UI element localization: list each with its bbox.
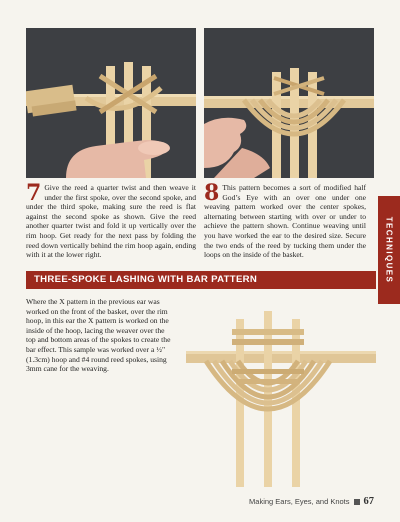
step-8-body: This pattern becomes a sort of modified half God’s Eye with an over one under one weaving pattern worked over the center spokes, alternating between starting with over or under to achieve the pattern shown. Continue weaving until you have worked the ear to the desired size. Secure the two ends of the reed by tucking them under the loops on the inside of the basket. bbox=[204, 183, 366, 260]
section-body-text: Where the X pattern in the previous ear was worked on the front of the basket, over the rim hoop, in this ear the X pattern is worked on the inside of the hoop, lacing the weaver over the top and bottom areas of the spokes to create the bar effect. This sample was worked over a ½" (1.3cm) hoop and #4 round reed spokes, using 3mm cane for the weaving. bbox=[26, 297, 171, 374]
step-7-body: Give the reed a quarter twist and then weave it under the first spoke, over the second spoke, and under the third spoke, making sure the reed is flat against the second spoke as shown. Give the reed another quarter twist and fold it up vertically over the rim hoop. Get ready for the next pass by folding the reed down vertically behind the rim hoop again, ending with it at the lower right. bbox=[26, 183, 196, 260]
step-7-photo bbox=[26, 28, 196, 178]
page-number: 67 bbox=[363, 496, 374, 507]
step-8-photo bbox=[204, 28, 374, 178]
side-tab-label: TECHNIQUES bbox=[384, 216, 394, 284]
page-footer bbox=[249, 496, 374, 507]
step-7-text bbox=[26, 180, 196, 260]
footer-square-icon bbox=[354, 499, 360, 505]
step-8-text bbox=[204, 180, 366, 260]
footer-title: Making Ears, Eyes, and Knots bbox=[249, 497, 350, 506]
techniques-side-tab bbox=[378, 196, 400, 304]
bar-pattern-photo bbox=[186, 297, 376, 487]
step-7-number: 7 bbox=[26, 180, 42, 206]
section-banner: THREE-SPOKE LASHING WITH BAR PATTERN bbox=[26, 271, 376, 289]
step-8-number: 8 bbox=[204, 180, 220, 206]
